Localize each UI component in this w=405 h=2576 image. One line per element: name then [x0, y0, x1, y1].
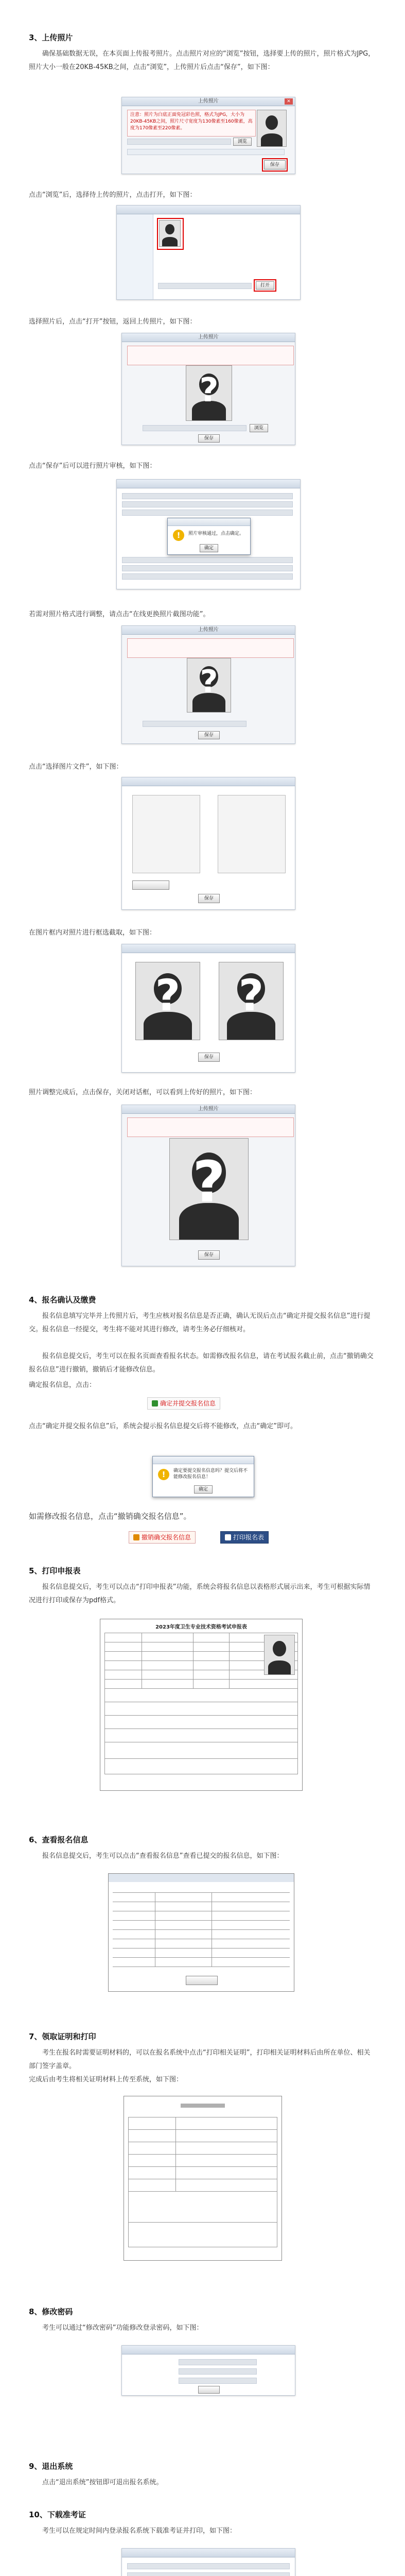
- ticket-row: [127, 2563, 290, 2569]
- printer-icon: [225, 1534, 231, 1540]
- section-3-caption-2: 选择照片后，点击“打开”按钮，返回上传照片，如下图：: [29, 318, 197, 326]
- crop-select-screenshot: [121, 777, 295, 910]
- preview-area: [218, 795, 286, 873]
- return-button[interactable]: [186, 1976, 218, 1985]
- section-3-caption-4: 若需对照片格式进行调整，请点击“在线更换照片截图功能”。: [29, 611, 210, 618]
- highlight-frame: [262, 158, 288, 172]
- open-button[interactable]: 打开: [256, 281, 274, 290]
- section-9-para-1: 点击“退出系统”按钮即可退出报名系统。: [42, 2479, 163, 2486]
- photo-preview: [187, 658, 231, 713]
- file-name-input[interactable]: [158, 283, 252, 289]
- save-button[interactable]: 保存: [198, 731, 220, 739]
- section-6-para-1: 报名信息提交后，考生可以点击“查看报名信息”查看已提交的报名信息，如下图：: [42, 1852, 284, 1860]
- section-4-caption-2: 点击“确定并提交报名信息”后，系统会提示报名信息提交后将不能修改，点击“确定”即可。: [29, 1422, 297, 1430]
- browse-button[interactable]: 浏览: [250, 424, 268, 432]
- submit-confirm-dialog: [152, 1456, 254, 1497]
- form-row: [122, 573, 293, 580]
- source-photo[interactable]: [135, 962, 200, 1040]
- admission-ticket-screenshot: [121, 2548, 295, 2576]
- section-3-caption-5: 点击“选择图片文件”，如下图：: [29, 763, 123, 771]
- section-3-caption-3: 点击“保存”后可以进行照片审核，如下图：: [29, 462, 156, 470]
- uploaded-photo-screenshot: [121, 333, 295, 445]
- undo-icon: [133, 1534, 139, 1540]
- dialog-title-bar: 上传照片: [122, 333, 295, 342]
- warning-box: [127, 1117, 294, 1137]
- form-photo: [264, 1635, 295, 1675]
- file-dialog-title: [117, 206, 300, 214]
- source-image-area[interactable]: [132, 795, 200, 873]
- section-4-caption-1: 确定报名信息，点击：: [29, 1381, 96, 1389]
- application-form-title: 2023年度卫生专业技术资格考试申报表: [155, 1624, 247, 1630]
- change-password-screenshot: [121, 2345, 295, 2396]
- warning-icon: !: [158, 1469, 169, 1480]
- confirm-submit-button[interactable]: [147, 1397, 220, 1410]
- print-form-button[interactable]: [220, 1531, 269, 1544]
- confirm-text: 照片审核通过，点击确定。: [188, 531, 244, 536]
- section-7-title: 7、领取证明和打印: [29, 2032, 96, 2041]
- section-5-para-1: 报名信息提交后，考生可以点击“打印申报表”功能，系统会将报名信息以表格形式展示出来，考生可根据实际情况进行打印或保存为pdf格式。: [29, 1583, 371, 1604]
- check-icon: [152, 1400, 158, 1406]
- ok-button[interactable]: 确定: [194, 1485, 213, 1494]
- ticket-row: [127, 2572, 290, 2576]
- file-path-field[interactable]: [127, 139, 231, 145]
- dialog-title-bar: [122, 777, 295, 786]
- question-mark-icon: ?: [155, 970, 181, 1021]
- final-photo-screenshot: [121, 1105, 295, 1266]
- admission-title: [122, 2549, 295, 2557]
- info-row: [127, 149, 285, 155]
- section-4-title: 4、报名确认及缴费: [29, 1295, 96, 1304]
- info-header: [109, 1874, 294, 1882]
- select-image-button[interactable]: [132, 880, 169, 890]
- final-photo: [169, 1138, 249, 1240]
- dialog-title-bar: [122, 944, 295, 953]
- form-row: [122, 493, 293, 499]
- warning-box: [127, 346, 294, 365]
- section-10-title: 10、下载准考证: [29, 2510, 86, 2519]
- new-password-input[interactable]: [179, 2368, 257, 2375]
- section-4-para-1: 报名信息填写完毕并上传照片后，考生应核对报名信息是否正确，确认无误后点击“确定并提交报名信息”进行提交。报名信息一经提交，考生将不能对其进行修改，请考生务必仔细核对。: [29, 1312, 371, 1333]
- crop-tool-screenshot: [121, 625, 295, 744]
- section-5-title: 5、打印申报表: [29, 1566, 81, 1575]
- submit-dialog-title: [153, 1456, 254, 1464]
- section-10-para-1: 考生可以在规定时间内登录报名系统下载准考证并打印，如下图：: [42, 2527, 237, 2535]
- form-row: [122, 501, 293, 507]
- section-9-title: 9、退出系统: [29, 2462, 73, 2471]
- file-path-field[interactable]: [143, 425, 246, 431]
- highlight-frame: [254, 279, 276, 292]
- old-password-input[interactable]: [179, 2359, 257, 2365]
- section-3-caption-7: 照片调整完成后，点击保存，关闭对话框，可以看到上传好的照片，如下图：: [29, 1089, 257, 1096]
- uploaded-photo: [186, 365, 232, 421]
- close-icon[interactable]: ✕: [285, 98, 293, 105]
- ok-button[interactable]: 确定: [200, 544, 218, 552]
- form-title-bar: [117, 480, 300, 488]
- save-button[interactable]: 保存: [198, 1250, 220, 1260]
- photo-audit-screenshot: [116, 479, 301, 589]
- certificate-preview: [124, 2096, 282, 2261]
- save-button[interactable]: 保存: [264, 160, 286, 170]
- change-password-title: [122, 2346, 295, 2354]
- cancel-submit-button[interactable]: [129, 1531, 196, 1544]
- section-7-para-1: 考生在报名时需要证明材料的，可以在报名系统中点击“打印相关证明”，打印相关证明材料后由所在单位、相关部门签字盖章。: [29, 2049, 371, 2070]
- section-3-intro: 确保基础数据无误，在本页面上传报考照片。点击照片对应的“浏览”按钮，选择要上传的照片，照片格式为JPG，照片大小一般在20KB-45KB之间，点击“浏览”，上传照片后点击“保存”，如下图：: [29, 50, 375, 71]
- section-4-caption-3: 如需修改报名信息，点击“撤销确交报名信息”。: [29, 1512, 191, 1521]
- question-mark-icon: ?: [238, 970, 264, 1021]
- section-7-para-2: 完成后由考生将相关证明材料上传至系统，如下图：: [29, 2076, 183, 2083]
- form-row: [122, 565, 293, 571]
- form-row: [122, 557, 293, 563]
- dialog-title-bar: 上传照片: [122, 626, 295, 635]
- warning-box: 注意：照片为白底正面免冠彩色照，格式为JPG，大小为20KB-45KB之间，照片尺寸宽度为130像素至160像素，高度为170像素至220像素。: [127, 110, 256, 137]
- section-8-para-1: 考生可以通过“修改密码”功能修改登录密码，如下图：: [42, 2324, 203, 2332]
- section-4-para-2: 报名信息提交后，考生可以在报名页面查看报名状态。如需修改报名信息，请在考试报名截止前，点击“撤销确交报名信息”进行撤销，撤销后才能修改信息。: [29, 1352, 374, 1374]
- file-path-field[interactable]: [143, 721, 246, 727]
- section-6-title: 6、查看报名信息: [29, 1835, 89, 1844]
- confirm-password-input[interactable]: [179, 2378, 257, 2384]
- confirm-dialog: [167, 518, 251, 555]
- file-open-dialog-screenshot: [116, 205, 301, 300]
- folder-tree[interactable]: [117, 214, 153, 299]
- crop-result-screenshot: [121, 944, 295, 1073]
- section-3-caption-1: 点击“浏览”后，选择待上传的照片，点击打开，如下图：: [29, 191, 197, 199]
- cancel-submit-label: 撤销确交报名信息: [142, 1534, 191, 1541]
- photo-placeholder: [257, 110, 287, 147]
- application-form-preview: [100, 1619, 303, 1791]
- submit-password-button[interactable]: [198, 2386, 220, 2394]
- upload-dialog-screenshot: [121, 97, 295, 174]
- confirm-submit-label: 确定并提交报名信息: [160, 1400, 216, 1407]
- dialog-title-bar: 上传照片: [122, 97, 295, 106]
- section-3-caption-6: 在图片框内对照片进行框选截取，如下图：: [29, 929, 156, 937]
- save-button[interactable]: 保存: [198, 434, 220, 443]
- preview-photo: [219, 962, 284, 1040]
- section-8-title: 8、修改密码: [29, 2307, 73, 2316]
- registration-info-preview: [108, 1873, 294, 1992]
- print-form-label: 打印报名表: [233, 1534, 265, 1541]
- submit-dialog-text: 确定要提交报名信息吗？提交后将不能修改报名信息！: [173, 1468, 248, 1480]
- confirm-dialog-title: [168, 518, 250, 526]
- browse-button[interactable]: 浏览: [233, 138, 252, 146]
- warning-box: [127, 638, 294, 658]
- warning-icon: !: [173, 530, 184, 541]
- save-button[interactable]: 保存: [198, 1053, 220, 1062]
- dialog-title-bar: 上传照片: [122, 1105, 295, 1114]
- highlight-frame: [157, 218, 184, 250]
- question-mark-icon: ?: [200, 664, 218, 700]
- certificate-heading: [181, 2104, 225, 2108]
- question-mark-icon: ?: [192, 1148, 225, 1215]
- form-row: [122, 510, 293, 516]
- section-3-title: 3、上传照片: [29, 33, 73, 42]
- question-mark-icon: ?: [199, 371, 219, 410]
- save-button[interactable]: 保存: [198, 894, 220, 903]
